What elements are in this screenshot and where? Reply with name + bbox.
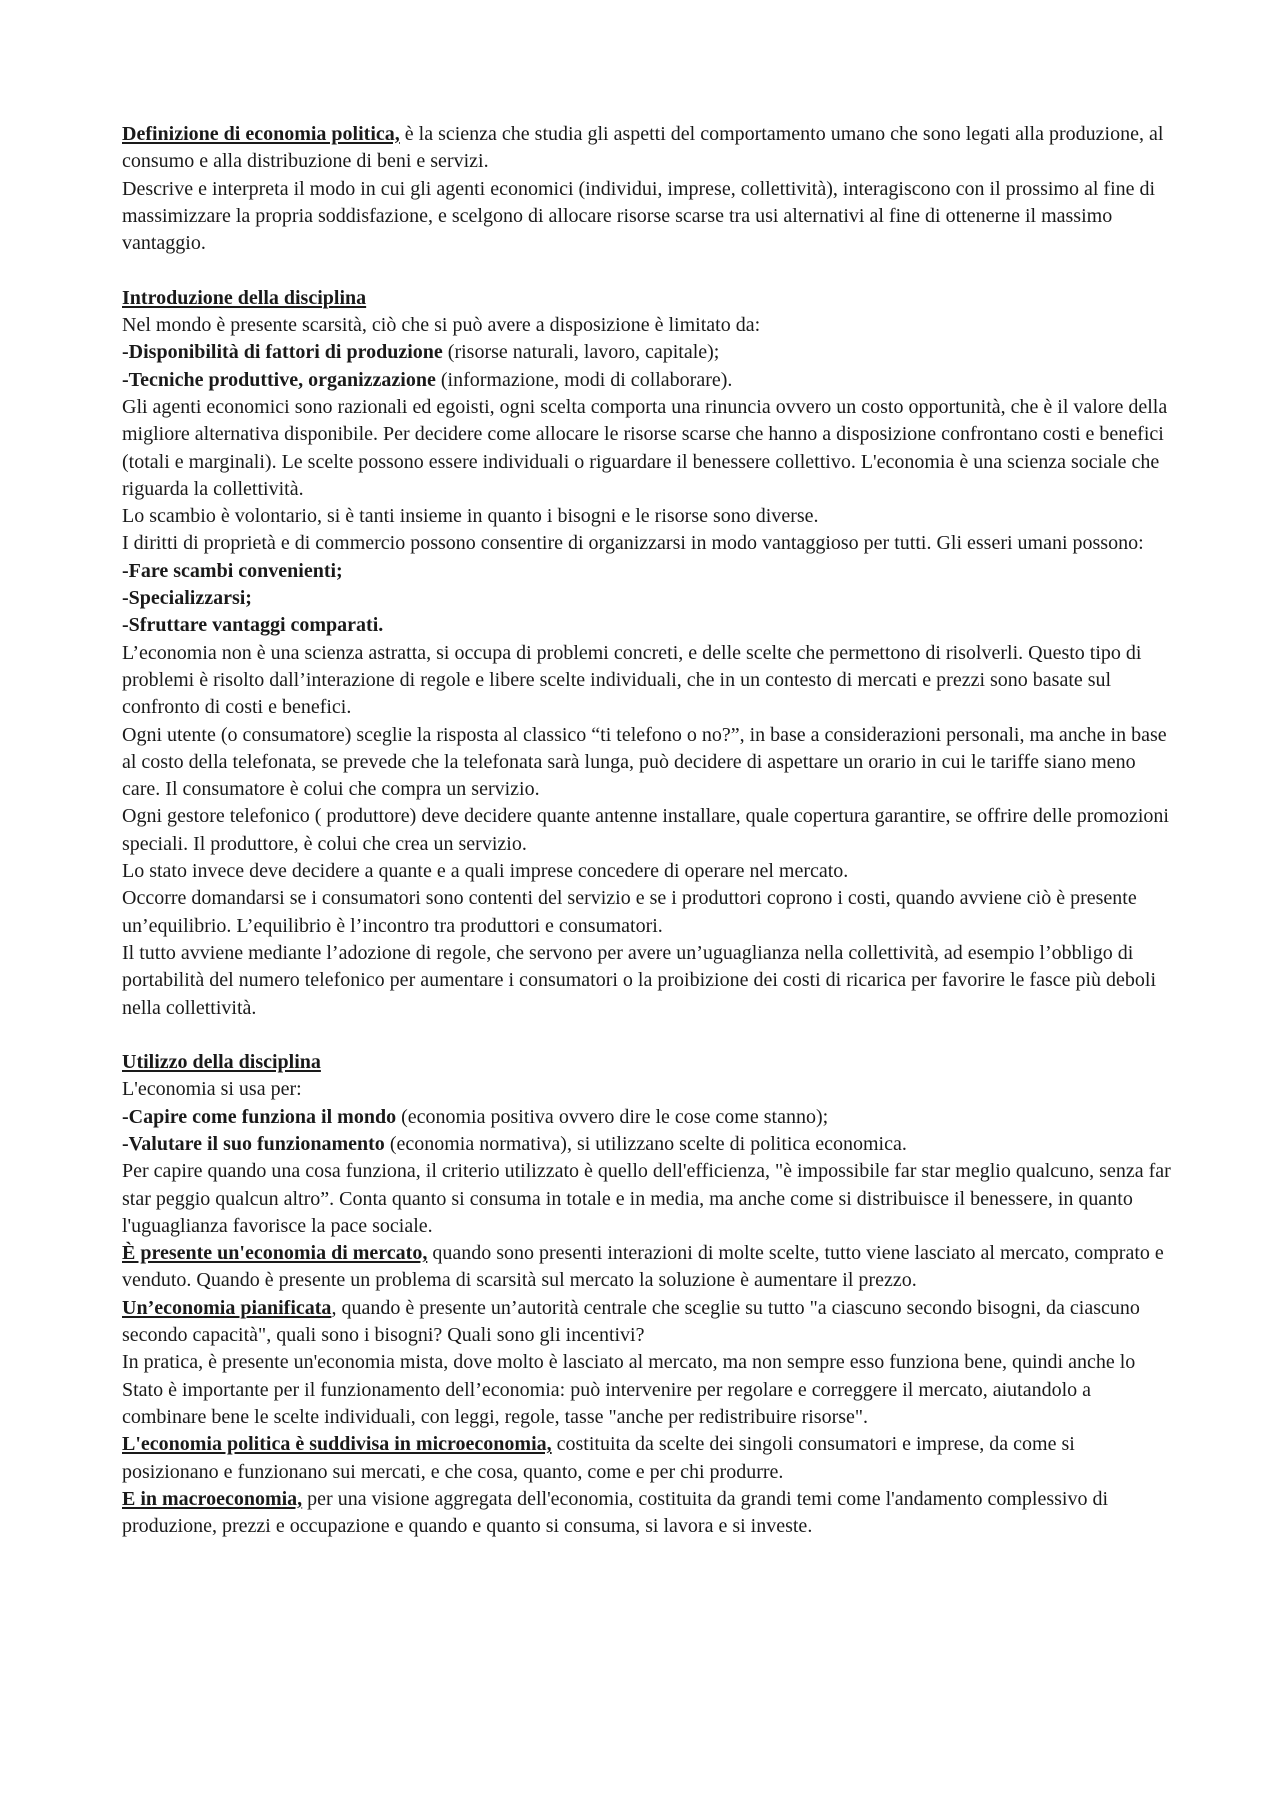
paragraph: Ogni gestore telefonico ( produttore) deve decidere quante antenne installare, quale copertura garantire, se offrire delle promozioni speciali. Il produttore, è colui che crea un servizio. xyxy=(122,805,1169,855)
underlined-term: E in macroeconomia, xyxy=(122,1487,303,1510)
paragraph: Lo scambio è volontario, si è tanti insieme in quanto i bisogni e le risorse sono diverse. xyxy=(122,505,819,528)
underlined-term: È presente un'economia di mercato, xyxy=(122,1242,428,1265)
description-paragraph: Descrive e interpreta il modo in cui gli agenti economici (individui, imprese, collettività), interagiscono con il prossimo al fine di massimizzare la propria soddisfazione, e scelgono di allocare risorse scarse tra usi alternativi al fine di ottenerne il massimo vantaggio. xyxy=(122,177,1156,255)
paragraph: L'economia si usa per: xyxy=(122,1078,302,1101)
paragraph: I diritti di proprietà e di commercio possono consentire di organizzarsi in modo vantaggioso per tutti. Gli esseri umani possono: xyxy=(122,532,1144,555)
list-item-bold: -Disponibilità di fattori di produzione xyxy=(122,341,443,364)
spacer xyxy=(122,1022,1172,1049)
list-item-bold: -Valutare il suo funzionamento xyxy=(122,1132,385,1155)
list-item-bold: -Tecniche produttive, organizzazione xyxy=(122,368,436,391)
definition-title: Definizione di economia politica, xyxy=(122,123,400,145)
paragraph: Occorre domandarsi se i consumatori sono contenti del servizio e se i produttori coprono i costi, quando avviene ciò è presente un’equilibrio. L’equilibrio è l’incontro tra produttori e consumatori. xyxy=(122,887,1137,937)
paragraph xyxy=(122,1240,1172,1295)
list-item-text: (economia positiva ovvero dire le cose come stanno); xyxy=(396,1105,829,1128)
list-item xyxy=(122,339,1172,366)
list-item xyxy=(122,612,1172,639)
paragraph: Lo stato invece deve decidere a quante e a quali imprese concedere di operare nel mercato. xyxy=(122,860,849,883)
list-item xyxy=(122,558,1172,585)
section-heading-utilizzo: Utilizzo della disciplina xyxy=(122,1051,321,1074)
paragraph: Ogni utente (o consumatore) sceglie la risposta al classico “ti telefono o no?”, in base a considerazioni personali, ma anche in base al costo della telefonata, se prevede che la telefonata sarà lunga, può decidere di aspettare un orario in cui le tariffe siano meno care. Il consumatore è colui che compra un servizio. xyxy=(122,723,1167,801)
list-item-bold: -Capire come funziona il mondo xyxy=(122,1105,397,1128)
paragraph-text: quando sono presenti interazioni di molte scelte, tutto viene lasciato al mercato, comprato e venduto. Quando è presente un problema di scarsità sul mercato la soluzione è aumentare il prezzo. xyxy=(122,1242,1164,1292)
paragraph-text: per una visione aggregata dell'economia, costituita da grandi temi come l'andamento complessivo di produzione, prezzi e occupazione e quando e quanto si consuma, si lavora e si investe. xyxy=(122,1487,1109,1538)
list-item xyxy=(122,585,1172,612)
paragraph xyxy=(122,1431,1172,1486)
underlined-term: Un’economia pianificata xyxy=(122,1296,332,1319)
document-page xyxy=(122,121,1172,1540)
underlined-term: L'economia politica è suddivisa in microeconomia, xyxy=(122,1433,552,1456)
section-heading-introduzione: Introduzione della disciplina xyxy=(122,286,367,309)
definition-paragraph xyxy=(122,121,1172,176)
list-item-bold: -Specializzarsi; xyxy=(122,587,252,610)
list-item-text: (risorse naturali, lavoro, capitale); xyxy=(442,341,720,364)
paragraph xyxy=(122,1295,1172,1350)
list-item xyxy=(122,1104,1172,1131)
list-item-text: (economia normativa), si utilizzano scelte di politica economica. xyxy=(384,1132,907,1155)
paragraph: L’economia non è una scienza astratta, si occupa di problemi concreti, e delle scelte che permettono di risolverli. Questo tipo di problemi è risolto dall’interazione di regole e libere scelte individuali, che in un contesto di mercati e prezzi sono basate sul confronto di costi e benefici. xyxy=(122,641,1142,719)
paragraph: In pratica, è presente un'economia mista, dove molto è lasciato al mercato, ma non sempre esso funziona bene, quindi anche lo Stato è importante per il funzionamento dell’economia: può intervenire per regolare e correggere il mercato, aiutandolo a combinare bene le scelte individuali, con leggi, regole, tasse "anche per redistribuire risorse". xyxy=(122,1351,1136,1428)
paragraph: Gli agenti economici sono razionali ed egoisti, ogni scelta comporta una rinuncia ovvero un costo opportunità, che è il valore della migliore alternativa disponibile. Per decidere come allocare le risorse scarse che hanno a disposizione confrontano costi e benefici (totali e marginali). Le scelte possono essere individuali o riguardare il benessere collettivo. L'economia è una scienza sociale che riguarda la collettività. xyxy=(122,395,1168,500)
paragraph xyxy=(122,1486,1172,1541)
definition-text: è la scienza che studia gli aspetti del comportamento umano che sono legati alla produzione, al consumo e alla distribuzione di beni e servizi. xyxy=(122,123,1164,173)
list-item xyxy=(122,367,1172,394)
list-item-bold: -Fare scambi convenienti; xyxy=(122,559,343,582)
paragraph: Per capire quando una cosa funziona, il criterio utilizzato è quello dell'efficienza, "è impossibile far star meglio qualcuno, senza far star peggio qualcun altro”. Conta quanto si consuma in totale e in media, ma anche come si distribuisce il benessere, in quanto l'uguaglianza favorisce la pace sociale. xyxy=(122,1160,1171,1237)
paragraph-text: , quando è presente un’autorità centrale che sceglie su tutto "a ciascuno secondo bisogni, da ciascuno secondo capacità", quali sono i bisogni? Quali sono gli incentivi? xyxy=(122,1296,1140,1347)
list-item-bold: -Sfruttare vantaggi comparati. xyxy=(122,614,384,637)
list-item xyxy=(122,1131,1172,1158)
paragraph-text: costituita da scelte dei singoli consumatori e imprese, da come si posizionano e funzionano sui mercati, e che cosa, quanto, come e per chi produrre. xyxy=(122,1433,1075,1483)
paragraph: Il tutto avviene mediante l’adozione di regole, che servono per avere un’uguaglianza nella collettività, ad esempio l’obbligo di portabilità del numero telefonico per aumentare i consumatori o la proibizione dei costi di ricarica per favorire le fasce più deboli nella collettività. xyxy=(122,941,1157,1019)
spacer xyxy=(122,257,1172,284)
list-item-text: (informazione, modi di collaborare). xyxy=(435,368,733,391)
paragraph: Nel mondo è presente scarsità, ciò che si può avere a disposizione è limitato da: xyxy=(122,314,761,337)
